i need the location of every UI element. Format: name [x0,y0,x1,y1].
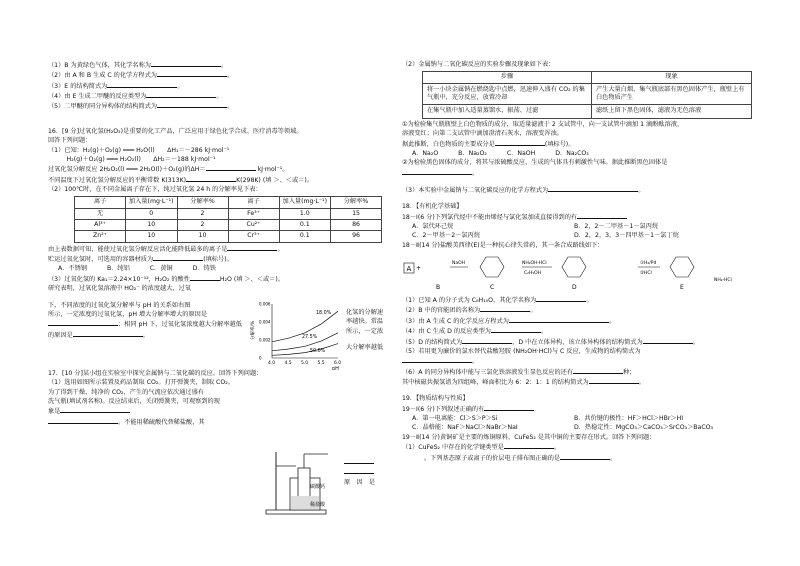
table-cell: 0.1 [279,231,331,242]
table-cell: Cr³⁺ [228,231,279,242]
q19-ii-1: （1）CuFeS₂ 中存在的化学键类型是 。 [402,444,561,452]
table-cell: 1.0 [279,208,331,219]
q16-subheading: 回答下列问题： [48,137,92,145]
option-a: A．不锈钢 [58,265,87,273]
table-header-row [75,197,382,208]
option-a: A．氯代环己烷 [412,223,454,231]
series-label: 18.0% [316,311,332,316]
option-c: C．NaOH [506,149,536,157]
synthesis-route [402,251,762,295]
table-cell: 15 [331,208,382,219]
co2-apparatus [262,448,342,519]
q16-options [48,265,388,273]
q17-2d-blank: 。 [402,169,762,178]
option-c: C．2－甲基－2－氯丙烷 [412,232,480,240]
q17-2: （2）金属钠与二氧化碳反应的实验步骤及现象如下表： [402,61,555,68]
q17-1d: 象是 [48,407,388,416]
q18-6: （6）A 的同分异构体中能与三氯化铁溶液发生显色反应的还有 种； [402,368,636,376]
table-header: 现象 [592,72,752,83]
label-d: D [572,284,577,292]
q17-1b: 为了得到干燥、纯净的 CO₂，产生的气流应依次通过盛有 [48,388,204,396]
q16-eq2: H₂(g)＋O₂(g) ═══ H₂O₂(l) ΔH₂＝－188 kJ·mol⁻¹ [48,155,216,163]
q15-item-4: （4）由 E 生成二甲醚的反应类型为 。 [48,93,223,101]
table-row [423,83,752,105]
table-cell: 将一小块金属钠在燃烧匙中点燃，迅速伸入盛有 CO₂ 的集气瓶中，充分反应，放置冷却 [423,83,592,105]
option-b: B．共价键的极性：HF＞HCl＞HBr＞HI [573,415,684,423]
q19-opts-cd [402,424,762,432]
table-row [75,231,382,242]
option-d: D．铸铁 [192,265,216,273]
table-header: 分解率% [331,197,382,208]
q16-2-intro: （2）100℃时，在不同金属离子存在下，纯过氧化氢 24 h 的分解率见下表： [48,185,262,193]
x-tick-label: 6.0 [334,361,342,366]
label-a: A [406,265,412,274]
option-a: A．第一电离能：Cl＞S＞P＞Si [412,415,498,423]
table-cell: 在集气瓶中加入适量蒸馏水，振荡、过滤 [423,105,592,118]
q17-side-text [344,457,390,488]
q15-item-2: （2）由 A 和 B 生成 C 的化学方程式为 。 [48,72,234,80]
q19-opts-ab [402,415,762,423]
table-header: 离子 [75,197,126,208]
svg-text:+: + [416,265,422,273]
q19-ii: 19－Ⅱ(14 分)黄铜矿是主要的炼铜原料，CuFeS₂ 是其中铜的主要存在形式。回答下列问题： [402,433,656,441]
q15-item-3: （3）E 的结构简式为 。 [48,82,184,90]
q17-1c: 洗气瓶(填试剂名称)。反应结束后，关闭弹簧夹，可观察到的现 [48,398,220,406]
q16-eq1: （1）已知：H₂(g)＋O₂(g) ═══ H₂O(l) ΔH₁＝－286 kJ·mol⁻¹ [48,146,230,154]
q17-3: （3）本实验中金属钠与二氧化碳反应的化学方程式为 。 [402,186,645,194]
q15-item-5: （5）二甲醚的同分异构体的结构简式为 。 [48,103,234,111]
q19-i: 19－Ⅰ(6 分)下列叙述正确的有 [402,405,762,414]
q19-heading: 19．【物质结构与性质】 [402,395,469,403]
side-line: 所示，一定浓 [346,327,384,335]
table-cell: Zn²⁺ [75,231,126,242]
label-e: E [680,284,684,292]
table-header: 加入量(mg·L⁻¹) [279,197,331,208]
table-row [75,220,382,231]
table-row [423,105,752,118]
decomposition-table [74,196,382,242]
side-line: 率越快。常温 [346,318,384,326]
table-header: 步骤 [423,72,592,83]
x-tick-label: 4.5 [284,361,292,366]
q17-2c: 据此推断，白色物质的主要成分是 (填标号)。 [402,140,575,148]
table-cell: 2 [177,208,228,219]
reagent-h2pd: ①H₂/Pd [640,261,657,267]
q18-5b: （5）若用更为廉价的氯水替代盐酸羟胺 (NH₂OH·HCl)与 C 反应，生成物的结构简式为 [402,347,641,355]
q18-i-opts-cd [402,232,762,240]
table-cell: Cu²⁺ [228,220,279,231]
series-label: 50.0% [310,349,326,354]
q16-3d: 所示，一定浓度的过氧化氢，pH 增大分解率增大的原因是 [48,310,208,318]
y-axis-label: 分解率/% [251,320,256,340]
table-cell: 滤纸上留下黑色固体，滤液为无色溶液 [592,105,752,118]
caco3-label: 碳酸钙 [310,484,326,490]
q18-5b-blank: 。 [402,357,762,366]
reagent-hcl: ②HCl [640,271,652,277]
q16-k: 不同温度下过氧化氢分解反应的平衡常数 K(313K) K(298K) (填 ＞、＜或＝)。 [48,176,313,184]
q16-3a: （3）过氧化氢的 Ka₁＝2.24×10⁻¹²，H₂O₂ 的酸性 H₂O (填 ＞、＜或＝)。 [48,275,284,283]
q16-3f: 的原因是 。 [48,331,149,339]
option-b: B．2，2－二甲基－1－氯丙烷 [573,223,659,231]
table-header: 离子 [228,197,279,208]
table-cell: 86 [331,220,382,231]
option-d: D．热稳定性：MgCO₃＞CaCO₃＞SrCO₃＞BaCO₃ [573,424,713,432]
q19-ii-1b: 。下列基态原子或离子的价层电子排布图正确的是 。 [424,454,617,462]
q17-heading: 17．[10 分]某小组在实验室中探究金属钠与二氧化碳的反应。回答下列问题： [48,369,263,377]
label-b: B [436,284,441,292]
table-cell: 产生大量白烟，集气瓶底部有黑色固体产生，瓶壁上有白色物质产生 [592,83,752,105]
table-header: 加入量(mg·L⁻¹) [126,197,178,208]
decomposition-chart [250,300,342,373]
amine-salt: NH₂·HCl [714,278,732,284]
option-b: B．Na₂O₂ [458,149,487,157]
y-tick-label: 0 [259,355,262,361]
option-c: C．晶格能：NaF＞NaCl＞NaBr＞NaI [412,424,518,432]
x-axis-label: pH [332,366,339,370]
option-d: D．Na₂CO₃ [555,149,589,157]
table-cell: 10 [126,231,178,242]
q18-5: （5）D 的结构简式为 ，D 中在立体异构，该立体异构体的结构简式为 。 [402,338,699,346]
q15-item-1: （1）B 为黄绿色气体，其化学名称为 。 [48,62,228,69]
q18-4: （4）由 C 生成 D 的反应类型为 。 [402,328,548,336]
table-header-row [423,72,752,83]
y-tick-label: 0.006 [259,301,271,307]
q17-2a: ①为检验集气瓶瓶壁上白色物质的成分，取适量滤液于 2 支试管中，向一支试管中滴加 1 滴酚酞溶液， [402,120,684,128]
q17-options [402,150,762,158]
q18-i: 18－Ⅰ(6 分)下列氯代烃中不能由烯烃与氯化氢加成直接得到的有 [402,213,762,222]
q18-2: （2）B 中的官能团的名称为 。 [402,307,537,315]
hcl-label: 稀盐酸 [310,502,326,508]
table-cell: 96 [331,231,382,242]
side-line: 大分解率越低 [346,344,384,352]
q16-2a: 由上表数据可知，能使过氧化氢分解反应活化能降低最多的离子是 。 [48,245,284,253]
table-cell: 10 [126,220,178,231]
option-d: D．2，2，3，3－四甲基－1－氯丁烷 [573,232,679,240]
q16-dh: 过氧化氢分解反应 2H₂O₂(l) ═══ 2H₂O(l)＋O₂(g)的ΔH＝ kJ·mol⁻¹。 [48,166,289,174]
q18-ii: 18－Ⅱ(14 分)盐酸美西律(E)是一种抗心律失常药，其一条合成路线如下： [402,241,604,249]
table-cell: 0.1 [279,220,331,231]
q16-heading: 16．[9 分]过氧化氢(H₂O₂)是重要的化工产品，广泛应用于绿色化学合成、医疗消毒等领域。 [48,127,303,135]
q17-2b: 溶液变红；向第二支试管中滴加澄清石灰水，溶液变浑浊。 [402,130,563,138]
q18-3: （3）由 A 生成 C 的化学反应方程式为 。 [402,317,616,325]
x-tick-label: 5.0 [301,361,309,366]
blank-line [344,468,390,477]
chart-svg [250,300,342,370]
q17-2d: ②为检验黑色固体的成分，将其与浓硫酸反应，生成的气体具有刺激性气味。据此推断黑色固体是 [402,159,668,167]
q18-heading: 18．【有机化学基础】 [402,203,463,211]
chart-side-text [346,308,390,353]
table-cell: 10 [177,231,228,242]
table-cell: Fe³⁺ [228,208,279,219]
q18-6b: 其中核磁共振氢谱为四组峰，峰面积比为 6：2：1：1 的结构简式为 。 [402,378,645,386]
x-tick-label: 4.0 [268,361,276,366]
q18-1: （1）已知 A 的分子式为 C₈H₁₀O，其化学名称为 。 [402,297,593,305]
side-line: 化氢的分解速 [346,309,384,316]
q18-i-opts-ab [402,223,762,231]
table-cell: 0 [126,208,178,219]
table-cell: 2 [177,220,228,231]
series-label: 27.5% [302,335,318,340]
q16-3e: ；相同 pH 下，过氧化氢浓度越大分解率越低 [48,320,388,329]
y-tick-label: 0.004 [259,319,271,325]
x-tick-label: 5.5 [317,361,325,366]
y-tick-label: 0.002 [259,337,271,343]
q16-2b: 贮运过氧化氢时，可选用的容器材质为 (填标号)。 [48,256,233,264]
reagent-nh2oh: NH₂OH·HCl [522,261,547,267]
reason-label: 原 因 是 [344,478,375,486]
reagent-ethanol: C₂H₅OH [524,271,542,277]
q17-1: （1）选用如图所示装置及药品制取 CO₂。打开弹簧夹，制取 CO₂。 [48,379,234,387]
table-cell: 无 [75,208,126,219]
q16-3b: 研究表明，过氧化氢溶液中 HO₂⁻ 的浓度越大，过氧 [48,285,191,293]
reagent-naoh: NaOH [452,261,466,267]
option-b: B．纯铝 [106,265,130,273]
table-row [75,208,382,219]
right-column [402,60,762,464]
table-cell: Al³⁺ [75,220,126,231]
option-c: C．黄铜 [149,265,173,273]
table-header: 分解率% [177,197,228,208]
q17-1e: 。不能用稀硫酸代替稀盐酸，其 [48,418,388,427]
option-a: A．Na₂O [412,149,439,157]
label-c: C [490,284,495,292]
procedure-table [422,71,752,118]
q16-3c: 下，不同浓度的过氧化氢分解率与 pH 的关系如右图 [48,301,191,309]
